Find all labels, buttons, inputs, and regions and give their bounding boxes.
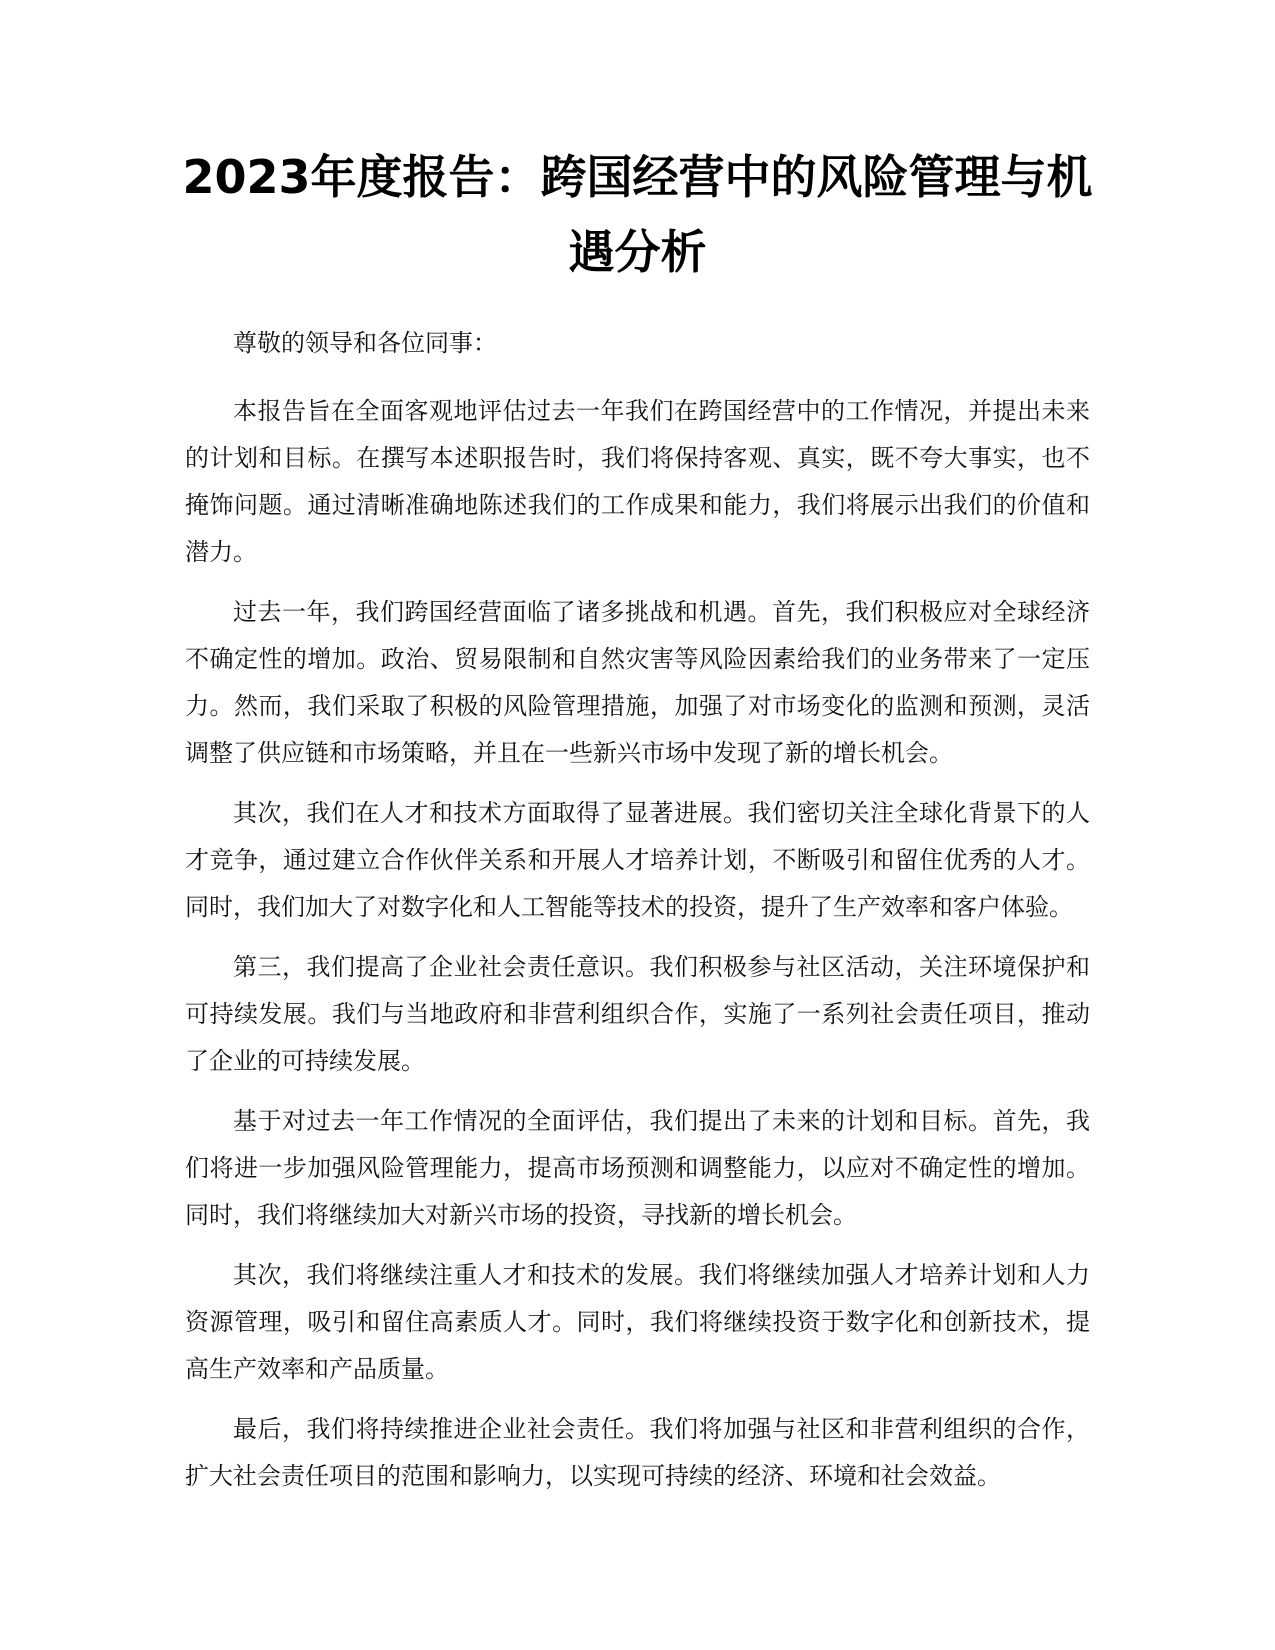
greeting-line: 尊敬的领导和各位同事： [233,329,497,357]
paragraph-future-talent: 其次，我们将继续注重人才和技术的发展。我们将继续加强人才培养计划和人力资源管理，吸引和留住高素质人才。同时，我们将继续投资于数字化和创新技术，提高生产效率和产品质量。 [185,1261,1090,1383]
paragraph-future-responsibility: 最后，我们将持续推进企业社会责任。我们将加强与社区和非营利组织的合作，扩大社会责任项目的范围和影响力，以实现可持续的经济、环境和社会效益。 [185,1415,1090,1490]
paragraph-future-plans: 基于对过去一年工作情况的全面评估，我们提出了未来的计划和目标。首先，我们将进一步加强风险管理能力，提高市场预测和调整能力，以应对不确定性的增加。同时，我们将继续加大对新兴市场的投资，寻找新的增长机会。 [185,1107,1090,1229]
document-body [185,320,1090,1513]
paragraph-introduction: 本报告旨在全面客观地评估过去一年我们在跨国经营中的工作情况，并提出未来的计划和目标。在撰写本述职报告时，我们将保持客观、真实，既不夸大事实，也不掩饰问题。通过清晰准确地陈述我们的工作成果和能力，我们将展示出我们的价值和潜力。 [185,397,1090,566]
paragraph-challenges: 过去一年，我们跨国经营面临了诸多挑战和机遇。首先，我们积极应对全球经济不确定性的增加。政治、贸易限制和自然灾害等风险因素给我们的业务带来了一定压力。然而，我们采取了积极的风险管理措施，加强了对市场变化的监测和预测，灵活调整了供应链和市场策略，并且在一些新兴市场中发现了新的增长机会。 [185,598,1090,767]
document-title: 2023年度报告：跨国经营中的风险管理与机遇分析 [182,150,1093,279]
paragraph-social-responsibility: 第三，我们提高了企业社会责任意识。我们积极参与社区活动，关注环境保护和可持续发展。我们与当地政府和非营利组织合作，实施了一系列社会责任项目，推动了企业的可持续发展。 [185,953,1090,1075]
paragraph-talent-technology: 其次，我们在人才和技术方面取得了显著进展。我们密切关注全球化背景下的人才竞争，通过建立合作伙伴关系和开展人才培养计划，不断吸引和留住优秀的人才。同时，我们加大了对数字化和人工智能等技术的投资，提升了生产效率和客户体验。 [185,799,1090,921]
